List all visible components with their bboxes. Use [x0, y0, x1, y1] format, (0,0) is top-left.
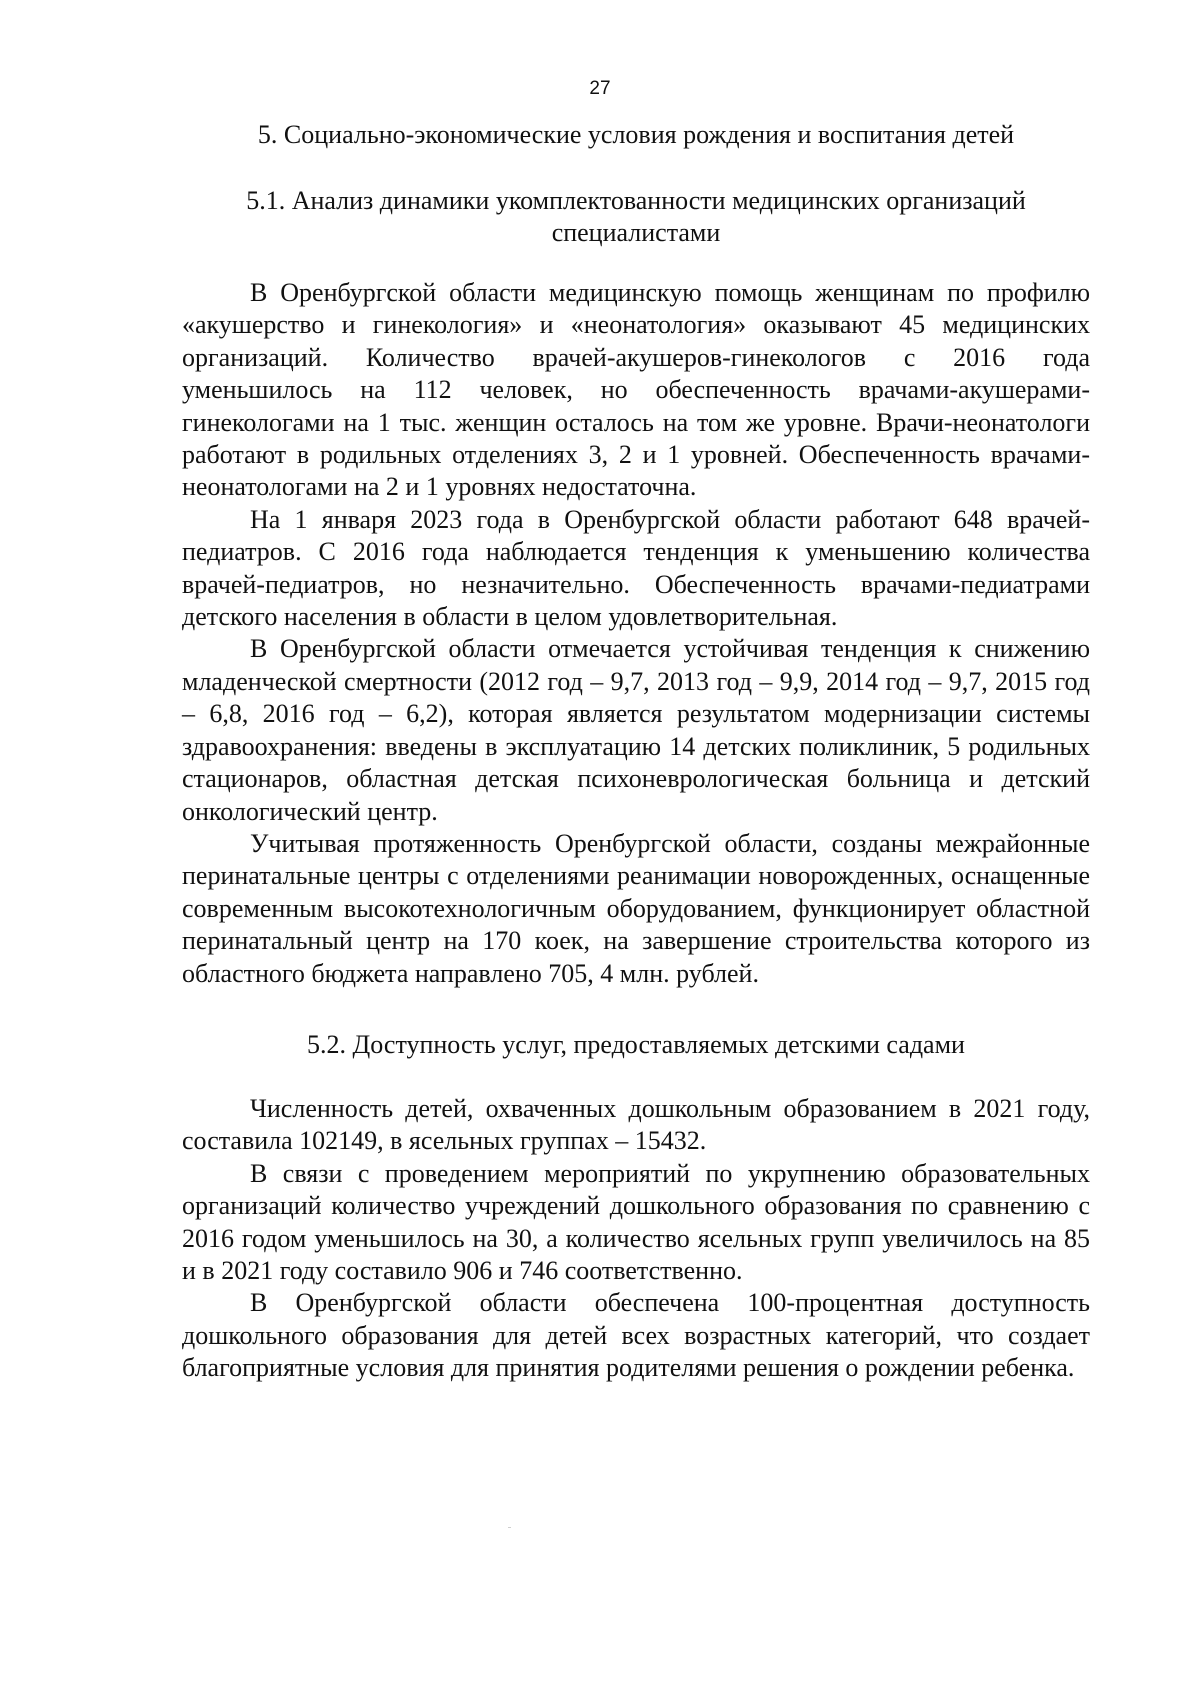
paragraph: В Оренбургской области обеспечена 100-процентная доступность дошкольного образования для детей всех возрастных категорий, что создает благоприятные условия для принятия родителями решения о рождении ребенка. — [182, 1288, 1090, 1383]
subsection-1-title-line1: 5.1. Анализ динамики укомплектованности медицинских организаций — [246, 186, 1026, 215]
paragraph: Учитывая протяженность Оренбургской области, созданы межрайонные перинатальные центры с отделениями реанимации новорожденных, оснащенные современным высокотехнологичным оборудованием, функционирует областной перинатальный центр на 170 коек, на завершение строительства которого из областного бюджета направлено 705, 4 млн. рублей. — [182, 828, 1090, 988]
section-title: 5. Социально-экономические условия рождения и воспитания детей — [257, 120, 1015, 149]
paragraph: Численность детей, охваченных дошкольным образованием в 2021 году, составила 102149, в ясельных группах – 15432. — [182, 1094, 1090, 1156]
scan-speck — [508, 1527, 511, 1528]
paragraph: В Оренбургской области отмечается устойчивая тенденция к снижению младенческой смертности (2012 год – 9,7, 2013 год – 9,9, 2014 год – 9,7, 2015 год – 6,8, 2016 год – 6,2), которая является результатом модернизации системы здравоохранения: введены в эксплуатацию 14 детских поликлиник, 5 родильных стационаров, областная детская психоневрологическая больница и детский онкологический центр. — [182, 634, 1090, 826]
paragraph: В Оренбургской области медицинскую помощь женщинам по профилю «акушерство и гинекология» и «неонатология» оказывают 45 медицинских организаций. Количество врачей-акушеров-гинекологов с 2016 года уменьшилось на 112 человек, но обеспеченность врачами-акушерами-гинекологами на 1 тыс. женщин осталось на том же уровне. Врачи-неонатологи работают в родильных отделениях 3, 2 и 1 уровней. Обеспеченность врачами-неонатологами на 2 и 1 уровнях недостаточна. — [182, 278, 1090, 502]
subsection-1-title — [182, 185, 1090, 249]
subsection-1-body — [182, 277, 1090, 990]
subsection-2-body — [182, 1093, 1090, 1385]
subsection-2-title: 5.2. Доступность услуг, предоставляемых детскими садами — [307, 1030, 965, 1059]
paragraph: В связи с проведением мероприятий по укрупнению образовательных организаций количество учреждений дошкольного образования по сравнению с 2016 годом уменьшилось на 30, а количество ясельных групп увеличилось на 85 и в 2021 году составило 906 и 746 соответственно. — [182, 1158, 1090, 1286]
paragraph: На 1 января 2023 года в Оренбургской области работают 648 врачей-педиатров. С 2016 года наблюдается тенденция к уменьшению количества врачей-педиатров, но незначительно. Обеспеченность врачами-педиатрами детского населения в области в целом удовлетворительная. — [182, 504, 1090, 632]
subsection-1-title-line2: специалистами — [551, 218, 721, 247]
page-number: 27 — [589, 78, 611, 99]
